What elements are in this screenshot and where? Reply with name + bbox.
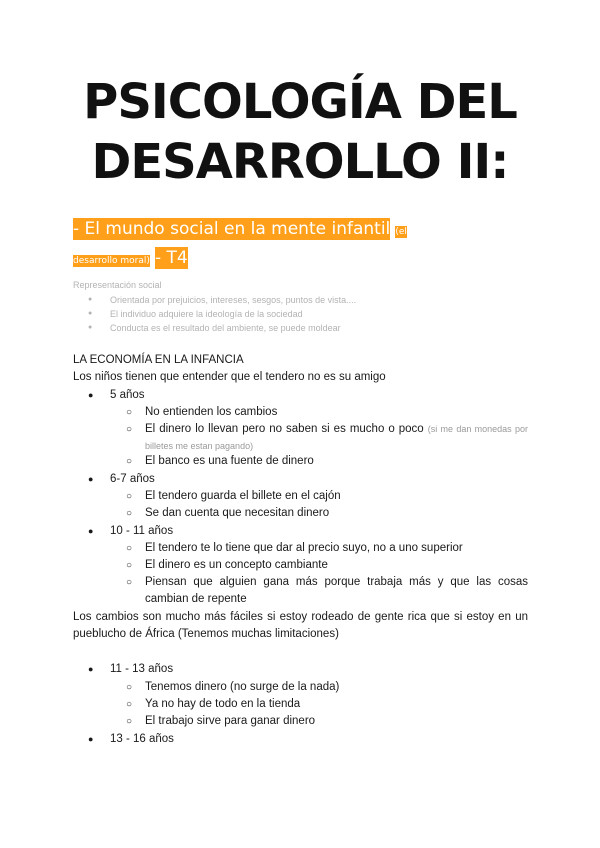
page-title — [40, 72, 560, 192]
sub-item: ○ El tendero guarda el billete en el cajón — [109, 488, 528, 505]
title-line-2: DESARROLLO II: — [91, 134, 509, 190]
list-item: ● Conducta es el resultado del ambiente, se puede moldear — [73, 321, 356, 335]
sub-item — [109, 421, 528, 455]
sub-item-text: El dinero lo llevan pero no saben si es mucho o poco — [145, 423, 424, 435]
social-representation-list — [73, 293, 356, 335]
age-group-13-16: ● 13 - 16 años — [73, 731, 174, 748]
sub-item: ○ El tendero te lo tiene que dar al precio suyo, no a uno superior — [109, 540, 528, 557]
list-item: ● Orientada por prejuicios, intereses, sesgos, puntos de vista.... — [73, 293, 356, 307]
sub-item: ○ Ya no hay de todo en la tienda — [109, 696, 528, 713]
sub-item: ○ Se dan cuenta que necesitan dinero — [109, 505, 528, 522]
topic-subtitle — [73, 216, 533, 274]
age-group-6-7: ● 6-7 años — [73, 471, 155, 488]
sub-item: ○ El dinero es un concepto cambiante — [109, 557, 528, 574]
economy-paragraph: Los cambios son mucho más fáciles si estoy rodeado de gente rica que si estoy en un pueblucho de África (Tenemos muchas limitaciones) — [73, 611, 528, 640]
title-line-1: PSICOLOGÍA DEL — [83, 74, 517, 130]
sub-item: ○ No entienden los cambios — [109, 404, 528, 421]
sub-item: ○ El trabajo sirve para ganar dinero — [109, 713, 528, 730]
age-group-11-13: ● 11 - 13 años — [73, 661, 173, 678]
sub-item: ○ Tenemos dinero (no surge de la nada) — [109, 679, 528, 696]
sub-item: ○ El banco es una fuente de dinero — [109, 453, 528, 470]
list-item: ● El individuo adquiere la ideología de la sociedad — [73, 307, 356, 321]
subtitle-topic-number: - T4 — [154, 248, 188, 268]
age-group-10-11: ● 10 - 11 años — [73, 523, 173, 540]
economy-intro: Los niños tienen que entender que el tendero no es su amigo — [73, 371, 386, 383]
economy-heading: LA ECONOMÍA EN LA INFANCIA — [73, 354, 244, 366]
age-group-5: ● 5 años — [73, 387, 145, 404]
subtitle-paren-close: desarrollo moral) — [73, 256, 150, 266]
sub-item-note: (si me dan monedas por billetes me estan pagando) — [145, 424, 528, 451]
sub-item: ○ Piensan que alguien gana más porque trabaja más y que las cosas cambian de repente — [109, 574, 528, 608]
social-representation-heading: Representación social — [73, 280, 162, 290]
subtitle-main: - El mundo social en la mente infantil — [73, 219, 391, 239]
subtitle-paren-open: (el — [395, 227, 407, 237]
